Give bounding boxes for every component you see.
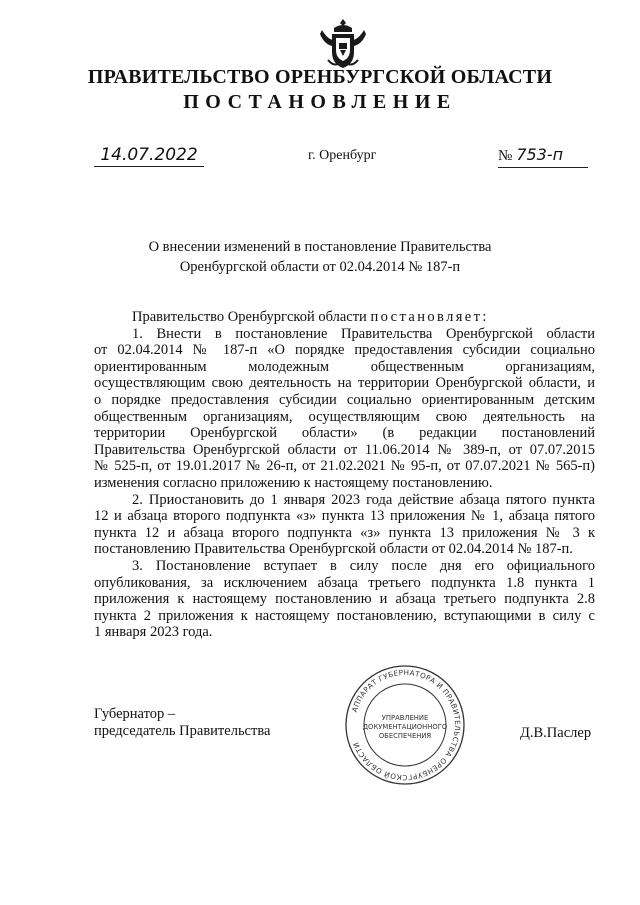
signatory-position [94,706,270,739]
stamp-outer-text: АППАРАТ ГУБЕРНАТОРА И ПРАВИТЕЛЬСТВА ОРЕНБУРГСКОЙ ОБЛАСТИ [349,667,463,783]
paragraph-line: опубликования, за исключением абзаца третьего подпункта 1.8 пункта 1 [94,574,595,591]
paragraph-line: осуществляющим свою деятельность на территории Оренбургской области, и [94,375,595,392]
paragraph-line: № 525-п, от 19.01.2017 № 26-п, от 21.02.2021 № 95-п, от 07.07.2021 № 565-п) [94,458,595,475]
document-body [94,309,595,641]
number-value: 753-п [516,145,564,164]
subject-line: Оренбургской области от 02.04.2014 № 187-п [179,259,461,275]
document-city: г. Оренбург [308,148,377,163]
paragraph-line: 1 января 2023 года. [94,624,213,641]
stamp-center-line: УПРАВЛЕНИЕ [381,714,429,722]
paragraph-line: Правительства Оренбургской области от 11.06.2014 № 389-п, от 07.07.2015 [94,441,595,458]
paragraph-line: территории Оренбургской области» (в редакции постановлений [94,425,595,442]
paragraph-2 [94,492,595,558]
stamp-center-line: ДОКУМЕНТАЦИОННОГО [362,723,448,731]
paragraph-line: о порядке предоставления субсидии социально ориентированным детским [94,391,595,408]
document-date: 14.07.2022 [94,144,204,167]
number-sign: № [498,148,513,164]
coat-of-arms-icon [318,16,368,72]
paragraph-1 [94,326,595,492]
paragraph-line: 3. Постановление вступает в силу после дня его официального [132,557,595,574]
signatory-name: Д.В.Паслер [520,725,592,741]
document-number [498,144,588,168]
paragraph-line: общественным организациям, осуществляющим свою деятельность на [94,408,595,425]
paragraph-line: 12 и абзаца второго подпункта «з» пункта 13 приложения № 1, абзаца пятого [94,508,595,525]
intro-prefix: Правительство Оренбургской области [132,309,371,325]
paragraph-line: ориентированным молодежным общественным организациям, [94,358,595,375]
paragraph-line: постановлению Правительства Оренбургской области от 02.04.2014 № 187-п. [94,541,573,558]
paragraph-3 [94,558,595,641]
paragraph-line: приложения к настоящему постановлению и абзаца третьего подпункта 2.8 [94,591,595,608]
intro-keyword: постановляет: [370,309,489,325]
stamp-center-line: ОБЕСПЕЧЕНИЯ [378,732,432,740]
paragraph-line: 2. Приостановить до 1 января 2023 года действие абзаца пятого пункта [132,491,595,508]
paragraph-line: пункта 2 приложения к настоящему постановлению, вступающими в силу с [94,607,595,624]
intro-line [94,309,595,326]
official-stamp [343,663,467,787]
document-type: ПОСТАНОВЛЕНИЕ [183,91,457,113]
paragraph-line: изменения согласно приложению к настоящему постановлению. [94,474,493,491]
position-line: председатель Правительства [94,722,271,739]
paragraph-line: от 02.04.2014 № 187-п «О порядке предоставления субсидии социально [94,342,595,359]
document-subject [0,237,640,277]
position-line: Губернатор – [94,706,176,722]
paragraph-line: 1. Внести в постановление Правительства Оренбургской области [132,325,595,342]
subject-line: О внесении изменений в постановление Правительства [148,239,492,255]
government-title: ПРАВИТЕЛЬСТВО ОРЕНБУРГСКОЙ ОБЛАСТИ [87,66,553,88]
paragraph-line: пункта 12 и абзаца второго подпункта «з» пункта 13 приложения № 3 к [94,524,595,541]
